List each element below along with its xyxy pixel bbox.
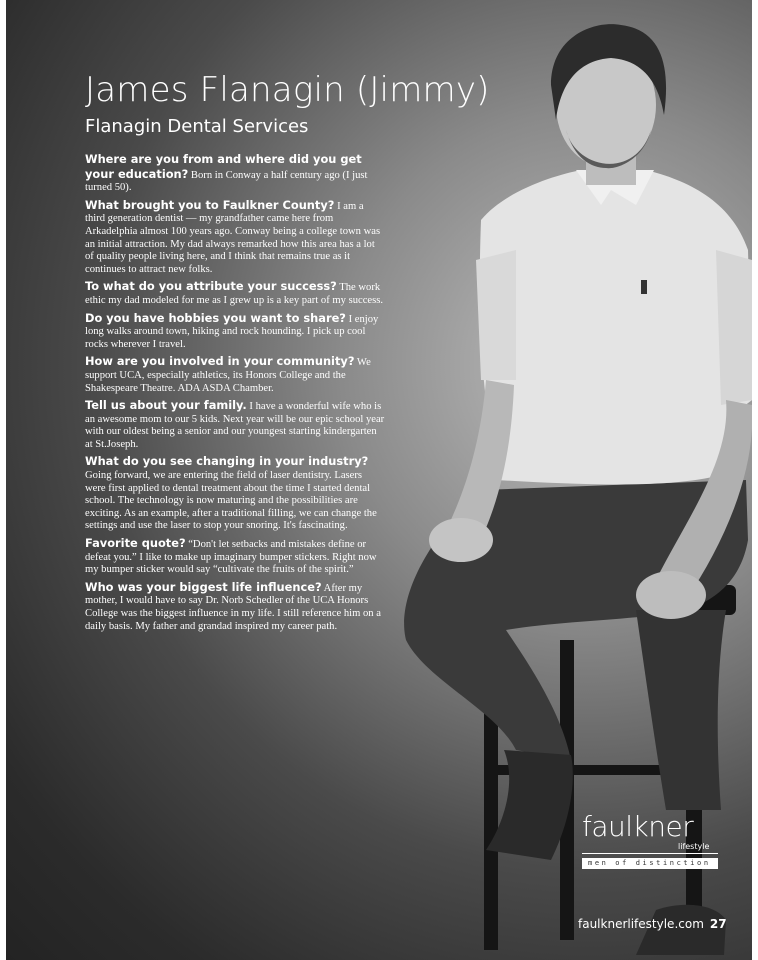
qa-item — [85, 581, 385, 633]
magazine-page — [6, 0, 752, 960]
logo-divider — [582, 853, 718, 854]
qa-item — [85, 537, 385, 577]
answer: Going forward, we are entering the field of laser dentistry. Lasers were first applied to dental treatment about the time I started dental school. The technology is now maturing and the possibilities are exciting. As an example, after a traditional filling, we can change the settings and use the laser to stop your snoring. It's fascinating. — [85, 470, 377, 532]
page-number: 27 — [709, 917, 727, 931]
question: How are you involved in your community? — [85, 354, 355, 369]
portrait-photo — [386, 20, 752, 960]
qa-item — [85, 153, 385, 195]
qa-item — [85, 280, 385, 307]
logo-sub: lifestyle — [678, 842, 710, 851]
question: Tell us about your family. — [85, 398, 247, 413]
interview-section — [85, 153, 385, 637]
page-footer — [578, 917, 727, 931]
logo-name: faulkner — [582, 810, 694, 843]
qa-item — [85, 312, 385, 352]
faulkner-lifestyle-logo — [582, 810, 711, 867]
footer-site: faulknerlifestyle.com — [578, 917, 704, 931]
answer: We support UCA, especially athletics, its Honors College and the Shakespeare Theatre. ADA ASDA Chamber. — [85, 357, 371, 394]
business-name: Flanagin Dental Services — [85, 116, 309, 137]
question: What brought you to Faulkner County? — [85, 197, 335, 212]
question: Where are you from and where did you get your education? — [85, 152, 362, 181]
question: To what do you attribute your success? — [85, 279, 337, 294]
logo-tagline: men of distinction — [582, 858, 718, 869]
qa-item — [85, 455, 385, 533]
answer: “Don't let setbacks and mistakes define or defeat you.” I like to make up imaginary bumper stickers. Right now my bumper sticker would say “cultivate the fruits of the spirit.” — [85, 539, 377, 576]
answer: Born in Conway a half century ago (I just turned 50). — [85, 169, 368, 194]
answer: I have a wonderful wife who is an awesome mom to our 5 kids. Next year will be our epic school year with our oldest being a senior and our youngest starting kindergarten at St.Joseph. — [85, 401, 385, 450]
answer: The work ethic my dad modeled for me as I grew up is a key part of my success. — [85, 282, 384, 306]
qa-item — [85, 199, 385, 277]
question: What do you see changing in your industry? — [85, 454, 369, 469]
question: Do you have hobbies you want to share? — [85, 310, 346, 325]
answer: I enjoy long walks around town, hiking and rock hounding. I pick up cool rocks wherever I travel. — [85, 313, 379, 350]
question: Who was your biggest life influence? — [85, 579, 322, 594]
question: Favorite quote? — [85, 536, 186, 551]
answer: I am a third generation dentist — my grandfather came here from Arkadelphia almost 100 years ago. Conway being a college town was an initial attraction. My dad always remarked how this area has a lot of quality people living here, and I think that remains true as it continues to attract new folks. — [85, 200, 381, 275]
qa-item — [85, 355, 385, 395]
answer: After my mother, I would have to say Dr. Norb Schedler of the UCA Honors College was the biggest influence in my life. I still reference him on a daily basis. My father and grandad inspired my career path. — [85, 582, 381, 632]
profile-name: James Flanagin (Jimmy) — [85, 70, 490, 110]
qa-item — [85, 399, 385, 451]
